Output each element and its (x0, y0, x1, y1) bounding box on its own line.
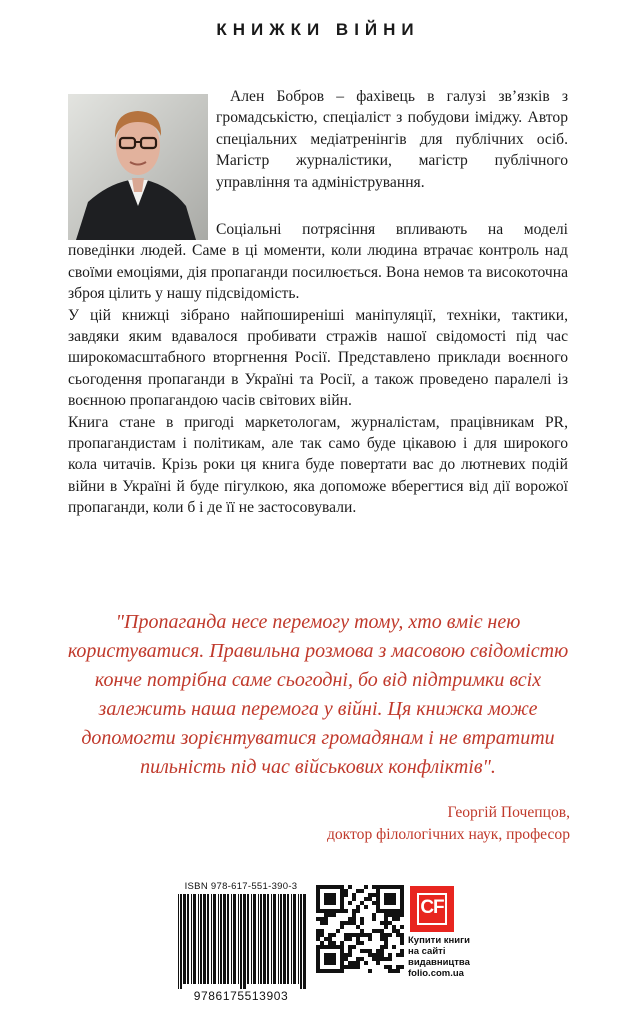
qr-module (400, 925, 404, 929)
qr-module (372, 929, 376, 933)
qr-module (352, 921, 356, 925)
qr-module (380, 933, 384, 937)
qr-module (388, 913, 392, 917)
qr-module (372, 917, 376, 921)
qr-module (400, 965, 404, 969)
barcode-bar (291, 894, 292, 984)
quote-author-name: Георгій Почепцов, (447, 804, 570, 821)
description-paragraph-3: Книга стане в пригоді маркетологам, журналістам, працівникам PR, пропагандистам і політикам, але так само буде цікавою і для широкого кола читачів. Крізь роки ця книга буде повертати вас до лютневих подій війни в Україні й буде пігулкою, яка допоможе вберегтися від дії ворожої пропаганди, коли б і де її не застосовували. (68, 413, 568, 517)
barcode-bar (280, 894, 282, 984)
description-paragraph-2: У цій книжці зібрано найпоширеніші маніпуляції, техніки, тактики, завдяки яким вдавалося пробивати стражів нашої свідомості під час широкомасштабного вторгнення Росії. Представлено приклади воєнного сьогодення пропаганди в Україні та Росії, а також проведено паралелі із воєнною пропагандою часів світових війн. (68, 306, 568, 410)
barcode-bar (271, 894, 272, 984)
barcode-bar (283, 894, 286, 984)
barcode-bar (298, 894, 299, 984)
qr-module (360, 917, 364, 921)
qr-module (392, 913, 396, 917)
qr-module (356, 925, 360, 929)
qr-module (396, 913, 400, 917)
barcode-bar (198, 894, 199, 984)
barcode-bar (300, 894, 302, 989)
qr-module (320, 929, 324, 933)
qr-module (352, 893, 356, 897)
barcode-bar (247, 894, 249, 984)
qr-module (356, 965, 360, 969)
qr-module (344, 933, 348, 937)
book-description (68, 219, 568, 519)
qr-module (384, 957, 388, 961)
qr-module (388, 921, 392, 925)
qr-module (376, 949, 380, 953)
qr-code-icon (316, 885, 404, 973)
barcode-block (174, 881, 308, 1005)
qr-module (392, 969, 396, 973)
qr-module (328, 913, 332, 917)
qr-module (364, 905, 368, 909)
qr-module (324, 937, 328, 941)
qr-module (328, 933, 332, 937)
qr-module (380, 957, 384, 961)
qr-module (352, 897, 356, 901)
qr-module (376, 961, 380, 965)
qr-module (360, 949, 364, 953)
qr-module (396, 965, 400, 969)
qr-module (400, 953, 404, 957)
qr-module (396, 933, 400, 937)
qr-module (392, 917, 396, 921)
qr-module (392, 929, 396, 933)
barcode-bar (211, 894, 212, 984)
qr-module (356, 909, 360, 913)
qr-module (368, 897, 372, 901)
quote-attribution (170, 802, 570, 846)
qr-module (320, 921, 324, 925)
qr-module (348, 901, 352, 905)
barcode-bar (178, 894, 179, 989)
qr-module (396, 917, 400, 921)
qr-module (344, 937, 348, 941)
qr-module (348, 961, 352, 965)
qr-module (392, 945, 396, 949)
publisher-logo-text: CF (420, 897, 444, 918)
qr-module (316, 917, 320, 921)
qr-module (380, 953, 384, 957)
qr-module (356, 937, 360, 941)
qr-module (348, 921, 352, 925)
publisher-logo (410, 886, 454, 932)
qr-module (380, 949, 384, 953)
barcode-bar (220, 894, 222, 984)
qr-module (356, 957, 360, 961)
barcode-bar (218, 894, 219, 984)
qr-module (388, 933, 392, 937)
qr-module (344, 909, 348, 913)
qr-module (368, 949, 372, 953)
qr-module (336, 929, 340, 933)
qr-module (324, 953, 336, 965)
qr-module (348, 965, 352, 969)
qr-module (352, 933, 356, 937)
barcode-bar (193, 894, 196, 984)
qr-module (368, 937, 372, 941)
buy-line-1: Купити книги (408, 935, 470, 946)
qr-module (384, 921, 388, 925)
barcode-bar (223, 894, 226, 984)
barcode-bar (267, 894, 269, 984)
qr-module (352, 945, 356, 949)
qr-module (360, 941, 364, 945)
barcode-number: 9786175513903 (193, 989, 289, 1003)
barcode-bar (180, 894, 182, 989)
series-title: КНИЖКИ ВІЙНИ (216, 20, 420, 39)
qr-module (360, 901, 364, 905)
buy-line-4: folio.com.ua (408, 968, 464, 979)
qr-module (376, 929, 380, 933)
barcode-bar (278, 894, 279, 984)
qr-module (324, 917, 328, 921)
qr-module (400, 937, 404, 941)
qr-module (360, 921, 364, 925)
qr-module (360, 957, 364, 961)
qr-module (356, 905, 360, 909)
qr-module (400, 913, 404, 917)
qr-module (396, 969, 400, 973)
qr-module (380, 921, 384, 925)
qr-module (384, 893, 396, 905)
qr-module (332, 913, 336, 917)
barcode-bar (303, 894, 306, 989)
barcode-bar (191, 894, 192, 984)
buy-line-3: видавництва (408, 957, 470, 968)
qr-module (348, 953, 352, 957)
qr-module (388, 957, 392, 961)
qr-module (348, 945, 352, 949)
qr-module (328, 937, 332, 941)
qr-module (364, 933, 368, 937)
qr-module (384, 965, 388, 969)
author-bio: Ален Бобров – фахівець в галузі зв’язків з громадськістю, спеціаліст з побудови іміджу. Автор спеціальних медіатренінгів для публічних осіб. Магістр журналістики, магістр публічного управління та адміністрування. (216, 88, 568, 191)
barcode-bar (260, 894, 262, 984)
qr-module (352, 917, 356, 921)
barcode-bar (203, 894, 206, 984)
barcode-bar (227, 894, 229, 984)
qr-module (384, 945, 388, 949)
qr-module (328, 941, 332, 945)
qr-module (340, 921, 344, 925)
qr-module (368, 933, 372, 937)
qr-module (348, 949, 352, 953)
qr-module (356, 933, 360, 937)
qr-module (364, 897, 368, 901)
qr-module (344, 921, 348, 925)
qr-module (372, 893, 376, 897)
barcode-bar (293, 894, 296, 984)
qr-module (352, 961, 356, 965)
qr-module (324, 893, 336, 905)
qr-module (388, 969, 392, 973)
qr-module (384, 933, 388, 937)
barcode-bar (287, 894, 289, 984)
buy-books-caption (408, 935, 478, 979)
qr-module (348, 917, 352, 921)
qr-module (340, 925, 344, 929)
qr-module (372, 885, 376, 889)
qr-module (384, 917, 388, 921)
qr-module (380, 929, 384, 933)
qr-module (400, 933, 404, 937)
qr-module (368, 953, 372, 957)
qr-module (360, 933, 364, 937)
qr-module (388, 953, 392, 957)
review-quote: "Пропаганда несе перемогу тому, хто вміє нею користуватися. Правильна розмова з масовою свідомістю конче потрібна саме сьогодні, бо від підтримки всіх залежить наша перемога у війні. Ця книжка може допомогти зорієнтуватися громадянам і не втратити пильність під час військових конфліктів". (67, 611, 569, 778)
qr-module (372, 957, 376, 961)
barcode-bar (213, 894, 216, 984)
qr-module (356, 889, 360, 893)
barcode-bar (183, 894, 186, 984)
barcode-bar (207, 894, 209, 984)
barcode-bar (251, 894, 252, 984)
qr-module (360, 889, 364, 893)
qr-module (384, 941, 388, 945)
qr-module (372, 901, 376, 905)
qr-module (372, 913, 376, 917)
barcode-bar (258, 894, 259, 984)
qr-module (348, 933, 352, 937)
barcode-bar (273, 894, 276, 984)
qr-module (368, 969, 372, 973)
qr-module (384, 925, 388, 929)
qr-module (364, 961, 368, 965)
qr-module (352, 913, 356, 917)
qr-module (316, 933, 320, 937)
qr-module (324, 913, 328, 917)
qr-module (400, 949, 404, 953)
qr-module (372, 953, 376, 957)
qr-module (376, 953, 380, 957)
qr-module (344, 889, 348, 893)
qr-module (380, 945, 384, 949)
qr-module (396, 929, 400, 933)
qr-module (344, 957, 348, 961)
qr-module (324, 921, 328, 925)
barcode-bar (240, 894, 242, 989)
qr-module (352, 909, 356, 913)
barcode-bar (200, 894, 202, 984)
qr-module (396, 953, 400, 957)
qr-module (320, 933, 324, 937)
qr-module (356, 961, 360, 965)
barcode-bar (231, 894, 232, 984)
qr-module (316, 937, 320, 941)
qr-module (364, 885, 368, 889)
qr-module (384, 937, 388, 941)
barcode-bar (243, 894, 246, 989)
quote-author-title: доктор філологічних наук, професор (326, 826, 570, 843)
buy-line-2: на сайті (408, 946, 446, 957)
barcode-bar (187, 894, 189, 984)
qr-module (344, 893, 348, 897)
qr-module (388, 965, 392, 969)
qr-module (332, 941, 336, 945)
qr-module (392, 925, 396, 929)
qr-module (360, 929, 364, 933)
description-paragraph-1: Соціальні потрясіння впливають на моделі поведінки людей. Саме в ці моменти, коли людина втрачає контроль над своїми емоціями, дія пропаганди посилюється. Вона немов та високоточна зброя цілить у нашу підсвідомість. (68, 221, 568, 303)
barcode-bar (263, 894, 266, 984)
qr-module (368, 893, 372, 897)
qr-module (364, 949, 368, 953)
qr-module (320, 941, 324, 945)
qr-module (320, 917, 324, 921)
qr-module (348, 937, 352, 941)
qr-module (340, 941, 344, 945)
qr-module (344, 965, 348, 969)
isbn-label: ISBN 978-617-551-390-3 (184, 881, 298, 892)
qr-module (352, 965, 356, 969)
qr-module (356, 941, 360, 945)
qr-module (400, 941, 404, 945)
qr-module (380, 937, 384, 941)
qr-module (384, 913, 388, 917)
qr-module (376, 957, 380, 961)
qr-module (316, 929, 320, 933)
barcode-bar (253, 894, 256, 984)
barcode-bar (238, 894, 239, 984)
qr-module (332, 933, 336, 937)
qr-module (348, 885, 352, 889)
barcode-bar (233, 894, 236, 984)
qr-module (344, 953, 348, 957)
barcode-bars-icon (174, 894, 308, 989)
